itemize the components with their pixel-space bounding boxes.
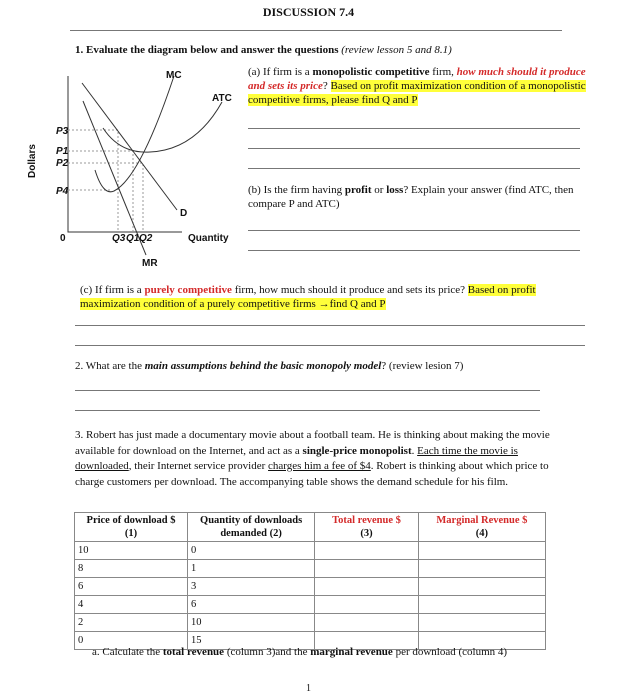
answer-line[interactable] xyxy=(75,390,540,391)
quantity-cell: 15 xyxy=(188,632,315,650)
q1-text: 1. Evaluate the diagram below and answer the questions xyxy=(75,44,342,56)
total-revenue-cell[interactable] xyxy=(315,542,419,560)
text: charges him a fee of $4 xyxy=(268,460,371,472)
text: 2. What are the xyxy=(75,360,145,372)
price-label: P3 xyxy=(56,126,69,137)
text: per download (column 4) xyxy=(392,646,508,658)
text: . Robert is thinking about which price to charge customers per download. The accompanying table shows the demand schedule for his film. xyxy=(75,460,549,488)
text: main assumptions behind the basic monopoly model xyxy=(144,360,382,372)
table-header-row xyxy=(75,513,546,542)
d-label: D xyxy=(180,208,188,219)
total-revenue-cell[interactable] xyxy=(315,614,419,632)
text: profit xyxy=(344,184,372,196)
q1-note: (review lesson 5 and 8.1) xyxy=(341,44,452,56)
text: marginal revenue xyxy=(310,646,393,658)
mc-label: MC xyxy=(166,70,182,81)
quantity-label: Q2 xyxy=(139,233,153,244)
text: how much should it produce and sets its price xyxy=(248,66,586,92)
text: ? (review lesion 7) xyxy=(381,360,464,372)
text: (a) If firm is a xyxy=(248,66,313,78)
marginal-revenue-cell[interactable] xyxy=(418,560,545,578)
text: total revenue xyxy=(162,646,225,658)
text: firm, xyxy=(429,66,457,78)
page-title: DISCUSSION 7.4 xyxy=(262,5,355,19)
table-row xyxy=(75,578,546,596)
header: Price of download $ xyxy=(86,515,176,526)
text: Each time the movie is downloaded xyxy=(75,444,518,472)
monopolistic-competition-diagram xyxy=(0,0,245,275)
guide-lines xyxy=(68,130,143,232)
demand-schedule-table xyxy=(74,512,546,650)
text: , their Internet service provider xyxy=(128,460,269,472)
price-label: P2 xyxy=(56,158,69,169)
answer-line[interactable] xyxy=(75,410,540,411)
answer-line[interactable] xyxy=(248,148,580,149)
price-cell: 10 xyxy=(75,542,188,560)
text: monopolistic competitive xyxy=(312,66,430,78)
answer-line[interactable] xyxy=(248,250,580,251)
price-cell: 6 xyxy=(75,578,188,596)
text: a. Calculate the xyxy=(92,646,163,658)
price-cell: 0 xyxy=(75,632,188,650)
header: (4) xyxy=(475,528,489,539)
text: Based on profit maximization condition of a purely competitive firms →find Q and P xyxy=(80,284,536,310)
header: Total revenue $ xyxy=(332,515,401,526)
text: (c) If firm is a xyxy=(80,284,145,296)
question-1c xyxy=(80,283,580,311)
text: (b) Is the firm having xyxy=(248,184,345,196)
header: Quantity of downloads xyxy=(200,515,303,526)
question-1b xyxy=(248,183,578,211)
marginal-revenue-cell[interactable] xyxy=(418,614,545,632)
marginal-revenue-cell[interactable] xyxy=(418,578,545,596)
price-cell: 8 xyxy=(75,560,188,578)
table-row xyxy=(75,614,546,632)
total-revenue-cell[interactable] xyxy=(315,560,419,578)
quantity-cell: 1 xyxy=(188,560,315,578)
text: single-price monopolist xyxy=(302,444,412,457)
header: Marginal Revenue $ xyxy=(436,515,528,526)
quantity-cell: 3 xyxy=(188,578,315,596)
y-axis-label: Dollars xyxy=(27,144,38,178)
atc-label: ATC xyxy=(212,93,232,104)
text: Based on profit maximization condition of a monopolistic competitive firms, please find Q and P xyxy=(248,80,586,106)
axes xyxy=(68,76,182,232)
text: (column 3)and the xyxy=(224,646,311,658)
price-label: P4 xyxy=(56,186,69,197)
text: purely competitive xyxy=(144,284,232,296)
marginal-revenue-cell[interactable] xyxy=(418,542,545,560)
table-row xyxy=(75,542,546,560)
price-label: P1 xyxy=(56,146,69,157)
answer-line[interactable] xyxy=(248,168,580,169)
answer-line[interactable] xyxy=(75,325,585,326)
table-row xyxy=(75,560,546,578)
question-3 xyxy=(75,428,550,490)
price-cell: 4 xyxy=(75,596,188,614)
mr-label: MR xyxy=(142,258,158,269)
page-number: 1 xyxy=(306,683,311,694)
question-1a xyxy=(248,65,588,107)
answer-line[interactable] xyxy=(75,345,585,346)
text: ? xyxy=(322,80,331,92)
table-row xyxy=(75,596,546,614)
origin-label: 0 xyxy=(60,233,66,244)
quantity-label: Q3 xyxy=(112,233,126,244)
header: (3) xyxy=(360,528,373,539)
answer-line[interactable] xyxy=(248,128,580,129)
quantity-label: Q1 xyxy=(126,233,140,244)
quantity-cell: 0 xyxy=(188,542,315,560)
quantity-cell: 6 xyxy=(188,596,315,614)
answer-line[interactable] xyxy=(248,230,580,231)
header: (1) xyxy=(124,528,138,539)
demand-curve xyxy=(82,83,177,210)
text: 3. Robert has just made a documentary movie about a football team. He is thinking about making the movie available for download on the Internet, and act as a xyxy=(75,429,550,457)
question-3a xyxy=(92,646,507,658)
text: loss xyxy=(386,184,404,196)
marginal-revenue-cell[interactable] xyxy=(418,596,545,614)
header: demanded (2) xyxy=(220,528,282,539)
price-cell: 2 xyxy=(75,614,188,632)
question-2 xyxy=(75,360,463,372)
text: firm, how much should it produce and sets its price? xyxy=(231,284,468,296)
text: ? Explain your answer (find ATC, then compare P and ATC) xyxy=(248,184,574,210)
text: . xyxy=(411,444,418,457)
quantity-cell: 10 xyxy=(188,614,315,632)
text: or xyxy=(371,184,387,196)
total-revenue-cell[interactable] xyxy=(315,578,419,596)
total-revenue-cell[interactable] xyxy=(315,596,419,614)
x-axis-label: Quantity xyxy=(188,233,229,244)
